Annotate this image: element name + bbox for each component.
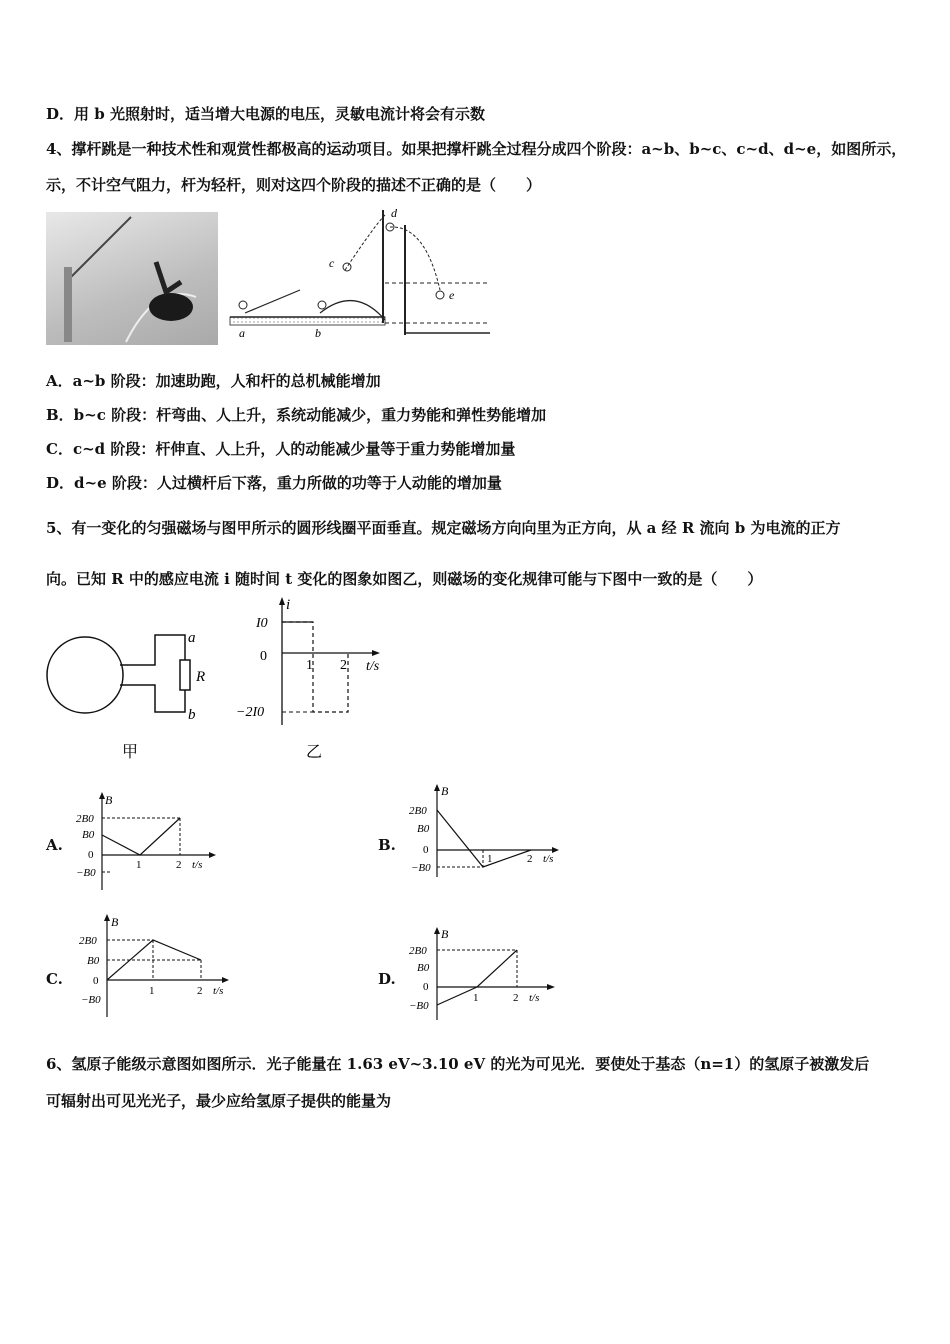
svg-text:B: B (111, 915, 119, 929)
svg-text:B0: B0 (417, 962, 430, 974)
svg-text:B0: B0 (87, 955, 100, 967)
svg-text:b: b (315, 326, 321, 340)
q5-stem-line1: 5、有一变化的匀强磁场与图甲所示的圆形线圈平面垂直。规定磁场方向向里为正方向，从 a 经 R 流向 b 为电流的正方 (46, 519, 841, 537)
svg-text:甲: 甲 (122, 744, 139, 761)
svg-text:t/s: t/s (213, 985, 224, 997)
svg-text:0: 0 (93, 975, 99, 987)
q6-stem-line2: 可辐射出可见光光子，最少应给氢原子提供的能量为 (46, 1092, 392, 1110)
svg-text:0: 0 (423, 844, 429, 856)
figure-yi-current-graph (230, 595, 400, 765)
svg-text:2B0: 2B0 (409, 805, 427, 817)
svg-text:d: d (391, 206, 397, 220)
svg-text:−B0: −B0 (411, 862, 431, 874)
svg-text:2: 2 (176, 859, 182, 871)
svg-text:2: 2 (340, 658, 347, 673)
svg-text:2: 2 (527, 853, 533, 865)
svg-text:0: 0 (423, 981, 429, 993)
svg-text:2B0: 2B0 (76, 813, 94, 825)
svg-text:t/s: t/s (366, 659, 380, 674)
svg-text:a: a (239, 326, 245, 340)
svg-text:2: 2 (513, 992, 519, 1004)
svg-text:B0: B0 (82, 829, 95, 841)
svg-text:2B0: 2B0 (409, 945, 427, 957)
figure-jia-coil (40, 615, 230, 765)
q5-option-c-graph (75, 912, 235, 1022)
q4-option-c: C．c~d 阶段：杆伸直、人上升，人的动能减少量等于重力势能增加量 (46, 440, 516, 458)
svg-text:1: 1 (149, 985, 155, 997)
q5-option-b-graph (405, 782, 565, 882)
svg-text:乙: 乙 (306, 744, 323, 761)
q6-stem-line1: 6、氢原子能级示意图如图所示．光子能量在 1.63 eV~3.10 eV 的光为可见光．要使处于基态（n=1）的氢原子被激发后 (46, 1055, 870, 1073)
pole-vault-diagram (225, 205, 495, 345)
svg-text:2: 2 (197, 985, 203, 997)
svg-text:B: B (105, 793, 113, 807)
svg-text:t/s: t/s (529, 992, 540, 1004)
svg-text:1: 1 (136, 859, 142, 871)
svg-text:b: b (188, 707, 196, 723)
svg-text:t/s: t/s (543, 853, 554, 865)
svg-text:0: 0 (88, 849, 94, 861)
q5-stem-line2: 向。已知 R 中的感应电流 i 随时间 t 变化的图象如图乙，则磁场的变化规律可能与下图中一致的是（ ） (46, 570, 763, 588)
q5-option-d-label: D. (378, 970, 396, 988)
svg-text:a: a (188, 630, 196, 646)
svg-text:1: 1 (306, 658, 313, 673)
q5-option-b-label: B. (378, 836, 396, 854)
svg-text:c: c (329, 256, 335, 270)
svg-text:e: e (449, 288, 455, 302)
svg-text:−2I0: −2I0 (236, 705, 265, 720)
svg-text:2B0: 2B0 (79, 935, 97, 947)
svg-text:R: R (196, 669, 206, 685)
svg-text:t/s: t/s (192, 859, 203, 871)
q4-option-b: B．b~c 阶段：杆弯曲、人上升，系统动能减少，重力势能和弹性势能增加 (46, 406, 547, 424)
svg-text:B0: B0 (417, 823, 430, 835)
q5-option-a-label: A. (46, 836, 63, 854)
svg-text:I0: I0 (256, 616, 268, 631)
q5-option-d-graph (405, 925, 565, 1025)
q4-stem-line1: 4、撑杆跳是一种技术性和观赏性都极高的运动项目。如果把撑杆跳全过程分成四个阶段：a~b、b~c、c~d、d~e，如图所示， (46, 140, 907, 158)
svg-text:−B0: −B0 (409, 1000, 429, 1012)
q5-option-c-label: C. (46, 970, 63, 988)
svg-text:i: i (286, 597, 291, 613)
q5-option-a-graph (72, 790, 222, 895)
svg-text:1: 1 (473, 992, 479, 1004)
svg-text:−B0: −B0 (81, 994, 101, 1006)
q4-option-d: D．d~e 阶段：人过横杆后下落，重力所做的功等于人动能的增加量 (46, 474, 502, 492)
svg-text:B: B (441, 784, 449, 798)
q4-option-a: A．a~b 阶段：加速助跑，人和杆的总机械能增加 (46, 372, 381, 390)
svg-text:−B0: −B0 (76, 867, 96, 879)
svg-text:1: 1 (487, 853, 493, 865)
svg-text:0: 0 (260, 649, 267, 664)
pole-vault-photo (46, 212, 218, 345)
q4-stem-line2: 示，不计空气阻力，杆为轻杆，则对这四个阶段的描述不正确的是（ ） (46, 176, 542, 194)
svg-text:B: B (441, 927, 449, 941)
q3-option-d: D．用 b 光照射时，适当增大电源的电压，灵敏电流计将会有示数 (46, 105, 485, 123)
